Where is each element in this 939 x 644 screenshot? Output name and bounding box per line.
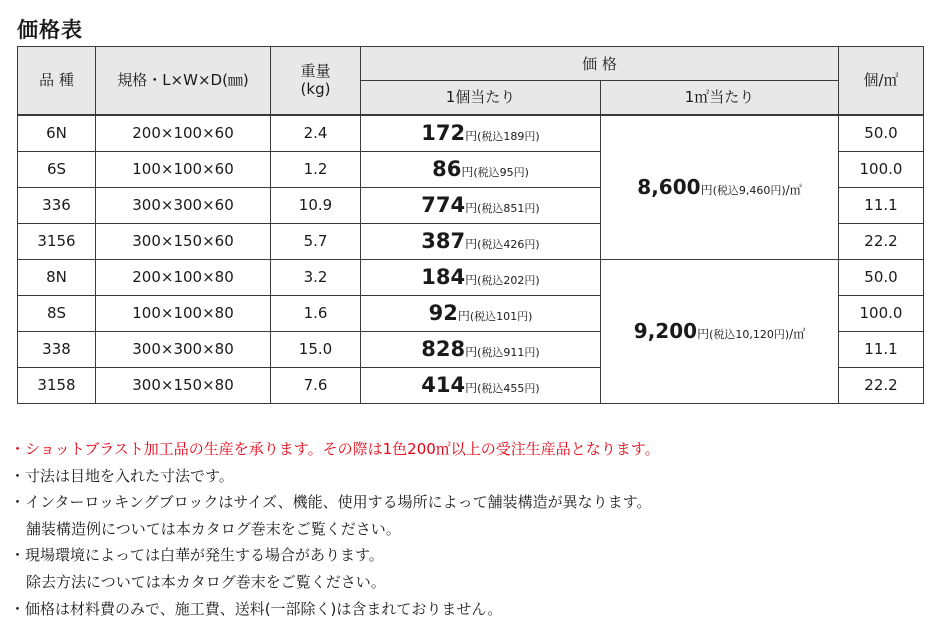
cell-price <box>361 187 601 223</box>
cell-count: 100.0 <box>839 295 924 331</box>
cell-count: 22.2 <box>839 367 924 403</box>
cell-count: 11.1 <box>839 331 924 367</box>
cell-hinshu: 336 <box>18 187 96 223</box>
price-yen: 円 <box>465 381 478 395</box>
note-pavement-ref: 舗装構造例については本カタログ巻末をご覧ください。 <box>26 519 401 538</box>
cell-group-price <box>601 259 839 403</box>
cell-price <box>361 367 601 403</box>
cell-juryo: 7.6 <box>271 367 361 403</box>
cell-kikaku: 200×100×60 <box>96 115 271 152</box>
price-yen: 円 <box>465 201 478 215</box>
group-price-tax: (税込9,460円) <box>712 184 786 197</box>
cell-juryo: 1.2 <box>271 151 361 187</box>
header-kikaku: 規格・L×W×D(㎜) <box>96 47 271 115</box>
group-price-yen: 円 <box>697 327 710 341</box>
notes <box>10 436 660 622</box>
cell-hinshu: 8N <box>18 259 96 295</box>
cell-count: 22.2 <box>839 223 924 259</box>
group-price-yen: 円 <box>700 183 713 197</box>
cell-price <box>361 295 601 331</box>
group-price-tax: (税込10,120円) <box>709 328 790 341</box>
cell-juryo: 10.9 <box>271 187 361 223</box>
price-tax: (税込95円) <box>473 166 529 179</box>
cell-kikaku: 200×100×80 <box>96 259 271 295</box>
cell-hinshu: 6N <box>18 115 96 152</box>
price-value: 774 <box>421 193 466 217</box>
header-count: 個/㎡ <box>839 47 924 115</box>
cell-price <box>361 151 601 187</box>
header-juryo-label: 重量 <box>300 62 331 81</box>
cell-count: 11.1 <box>839 187 924 223</box>
note-shotblast: ・ショットブラスト加工品の生産を承ります。その際は1色200㎡以上の受注生産品となります。 <box>10 440 660 458</box>
group-price-unit: /㎡ <box>789 327 806 341</box>
price-value: 828 <box>421 337 466 361</box>
cell-juryo: 5.7 <box>271 223 361 259</box>
cell-hinshu: 338 <box>18 331 96 367</box>
note-efflorescence-ref: 除去方法については本カタログ巻末をご覧ください。 <box>26 572 386 591</box>
cell-price <box>361 331 601 367</box>
price-tax: (税込455円) <box>477 382 540 395</box>
price-table <box>17 46 924 404</box>
header-hinshu: 品 種 <box>18 47 96 115</box>
table-row <box>18 115 924 152</box>
price-value: 86 <box>432 157 462 181</box>
note-dimensions: ・寸法は目地を入れた寸法です。 <box>10 466 234 485</box>
price-tax: (税込101円) <box>469 310 533 323</box>
header-kakaku: 価 格 <box>361 47 839 81</box>
header-per-piece: 1個当たり <box>361 81 601 115</box>
cell-price <box>361 115 601 152</box>
cell-juryo: 1.6 <box>271 295 361 331</box>
cell-price <box>361 223 601 259</box>
cell-price <box>361 259 601 295</box>
header-juryo-unit: (kg) <box>300 80 331 99</box>
table-row <box>18 259 924 295</box>
cell-count: 50.0 <box>839 115 924 152</box>
price-value: 414 <box>421 373 466 397</box>
price-tax: (税込851円) <box>477 202 540 215</box>
price-yen: 円 <box>465 345 478 359</box>
cell-kikaku: 300×300×60 <box>96 187 271 223</box>
header-per-sqm: 1㎡当たり <box>601 81 839 115</box>
price-value: 184 <box>421 265 466 289</box>
page-title: 価格表 <box>17 18 83 42</box>
price-value: 172 <box>421 121 466 145</box>
cell-kikaku: 100×100×60 <box>96 151 271 187</box>
group-price-value: 8,600 <box>637 175 701 199</box>
note-efflorescence: ・現場環境によっては白華が発生する場合があります。 <box>10 546 384 565</box>
cell-group-price <box>601 115 839 260</box>
price-tax: (税込426円) <box>477 238 540 251</box>
cell-kikaku: 300×300×80 <box>96 331 271 367</box>
price-yen: 円 <box>465 237 478 251</box>
cell-juryo: 3.2 <box>271 259 361 295</box>
cell-hinshu: 6S <box>18 151 96 187</box>
cell-kikaku: 300×150×80 <box>96 367 271 403</box>
cell-kikaku: 300×150×60 <box>96 223 271 259</box>
cell-hinshu: 3156 <box>18 223 96 259</box>
price-yen: 円 <box>465 273 478 287</box>
price-yen: 円 <box>457 309 470 323</box>
price-value: 387 <box>421 229 466 253</box>
cell-hinshu: 8S <box>18 295 96 331</box>
cell-kikaku: 100×100×80 <box>96 295 271 331</box>
price-yen: 円 <box>465 129 478 143</box>
price-value: 92 <box>428 301 458 325</box>
cell-juryo: 15.0 <box>271 331 361 367</box>
price-tax: (税込202円) <box>477 274 540 287</box>
header-juryo <box>271 47 361 115</box>
price-tax: (税込911円) <box>477 346 540 359</box>
cell-hinshu: 3158 <box>18 367 96 403</box>
price-tax: (税込189円) <box>477 130 540 143</box>
note-price-scope: ・価格は材料費のみで、施工費、送料(一部除く)は含まれておりません。 <box>10 599 503 618</box>
group-price-value: 9,200 <box>633 319 698 343</box>
price-yen: 円 <box>461 165 474 179</box>
cell-count: 100.0 <box>839 151 924 187</box>
group-price-unit: /㎡ <box>785 183 802 197</box>
cell-count: 50.0 <box>839 259 924 295</box>
note-pavement: ・インターロッキングブロックはサイズ、機能、使用する場所によって舗装構造が異なります。 <box>10 493 652 512</box>
cell-juryo: 2.4 <box>271 115 361 152</box>
